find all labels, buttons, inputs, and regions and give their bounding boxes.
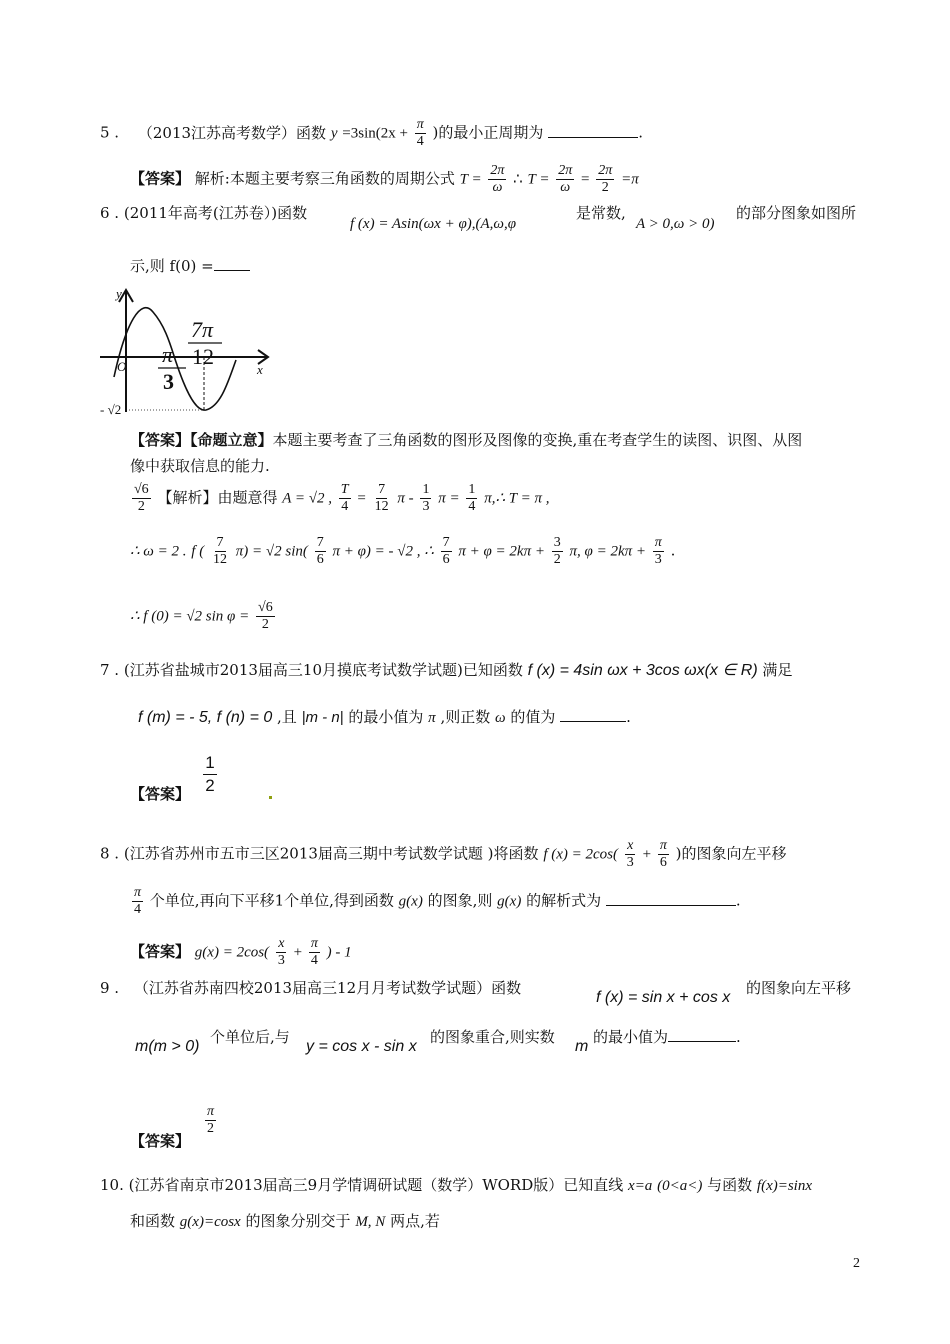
page-number: 2 bbox=[853, 1256, 860, 1271]
q5-source: （2013江苏高考数学）函数 bbox=[137, 123, 327, 142]
q7-answer-frac: 1 2 bbox=[203, 752, 217, 797]
q10-line: 10. (江苏省南京市2013届高三9月学情调研试题（数学）WORD版）已知直线 x=a (0<a<) 与函数 f(x)=sinx bbox=[100, 1176, 813, 1194]
answer-tag: 【答案】 bbox=[130, 169, 191, 188]
q8-line: 8 . (江苏省苏州市五市三区2013届高三期中考试数学试题 )将函数 f (x) = 2cos( $\frac{x}{3}$ + $\frac{\pi}{6}$ )的图象向左平移 bbox=[100, 838, 787, 870]
q9-line: 9 . （江苏省苏南四校2013届高三12月月考试数学试题）函数 bbox=[100, 979, 522, 997]
q6-line: 6 . (2011年高考(江苏卷）)函数 bbox=[100, 204, 308, 222]
graph-pi: π bbox=[162, 342, 174, 367]
q6-function: f (x) = Asin(ωx + φ),(A,ω,φ bbox=[350, 216, 517, 232]
q5-eq: =3sin(2x + bbox=[342, 125, 408, 142]
graph-origin: O bbox=[117, 359, 127, 374]
q6-solution-line3: ∴ f (0) = √2 sin φ = $\frac{√6}{2}$ bbox=[130, 600, 273, 632]
sine-graph bbox=[96, 282, 276, 418]
q6-blank bbox=[214, 256, 250, 271]
q5-number: 5 . bbox=[100, 123, 120, 142]
q5-blank bbox=[548, 123, 638, 138]
q5-line: 5 . （2013江苏高考数学）函数 y =3sin(2x + $\frac{\pi}{4}$ )的最小正周期为 . bbox=[100, 117, 643, 149]
q9-answer-frac: $\frac{\pi}{2}$ bbox=[207, 1104, 215, 1136]
graph-seven-pi: 7π bbox=[191, 317, 214, 342]
q5-answer-text: 解析:本题主要考察三角函数的周期公式 bbox=[194, 169, 455, 188]
q6-answer: 【答案】【命题立意】本题主要考查了三角函数的图形及图像的变换,重在考查学生的读图、识图、从图 bbox=[130, 431, 803, 449]
q7-line: 7 . (江苏省盐城市2013届高三10月摸底考试数学试题)已知函数 f (x) = 4sin ωx + 3cos ωx(x ∈ R) 满足 bbox=[100, 661, 793, 679]
q5-y: y bbox=[330, 125, 338, 142]
q6-solution-line2: ∴ ω = 2 . f ( $\frac{7}{12}$ π) = √2 sin( $\frac{7}{6}$ π + φ) = - √2 , ∴ $\frac{7}{6}$ π + φ = 2kπ + $\frac{3}{2}$ π, φ = 2kπ + $\frac{\pi}{3}$ . bbox=[130, 535, 676, 567]
graph-neg-sqrt2: - √2 bbox=[100, 402, 122, 417]
graph-three: 3 bbox=[163, 369, 174, 394]
green-dot bbox=[269, 796, 272, 799]
q5-answer: 【答案】 解析:本题主要考察三角函数的周期公式 T = $\frac{2\pi}{\omega}$ ∴ T = $\frac{2\pi}{\omega}$ = $\frac{2\pi}{2}$ =π bbox=[130, 163, 639, 195]
graph-twelve: 12 bbox=[192, 344, 214, 369]
q5-fraction: $\frac{\pi}{4}$ bbox=[416, 117, 424, 149]
q6-solution-line1: $\frac{√6}{2}$ 【解析】由题意得 A = √2 , $\frac{T}{4}$ = $\frac{7}{12}$ π - $\frac{1}{3}$ π = $\frac{1}{4}$ π,∴ T = π , bbox=[134, 482, 550, 514]
graph-y-label: y bbox=[116, 286, 122, 301]
q5-tail: )的最小正周期为 bbox=[432, 123, 544, 142]
graph-x-label: x bbox=[257, 362, 263, 377]
sine-curve bbox=[114, 308, 236, 410]
q8-answer: 【答案】 g(x) = 2cos( $\frac{x}{3}$ + $\frac{\pi}{4}$ ) - 1 bbox=[130, 936, 352, 968]
